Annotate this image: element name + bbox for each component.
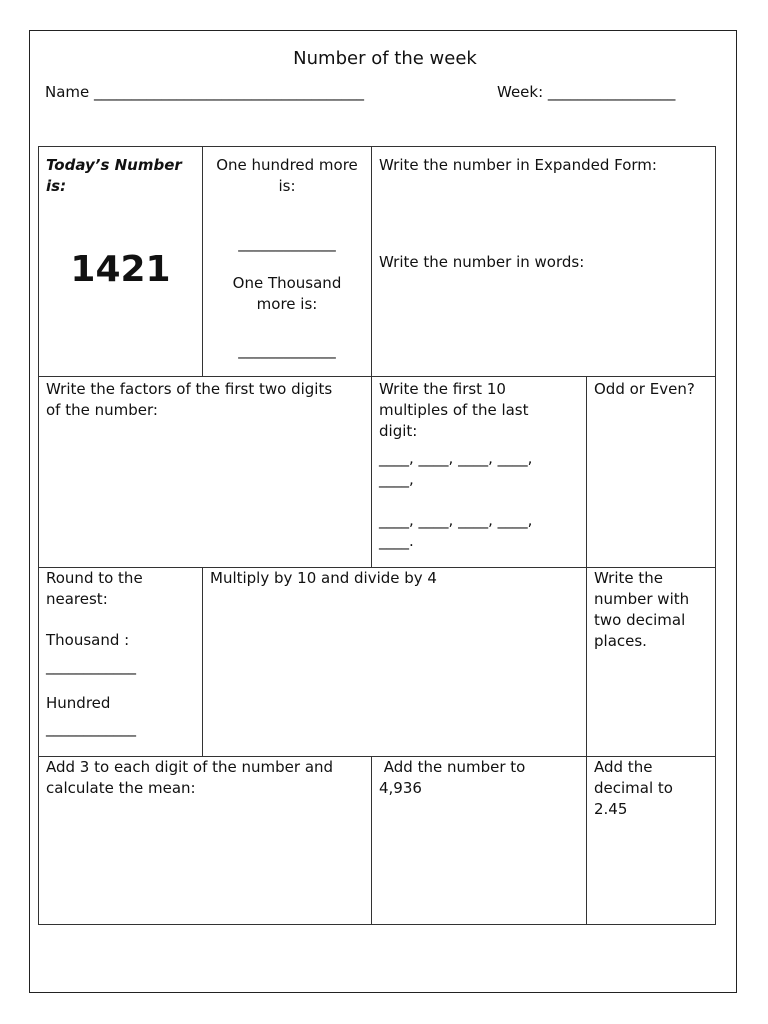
multiples-blank-2: ____, xyxy=(379,470,414,488)
thousand-more-label-2: more is: xyxy=(256,295,318,313)
multiply-cell xyxy=(202,567,587,757)
add-number-cell xyxy=(371,756,587,925)
name-field-line: Name ____________________________________ xyxy=(45,83,365,101)
add-three-label: Add 3 to each digit of the number and xyxy=(46,758,334,776)
multiples-label-2: multiples of the last xyxy=(379,401,529,419)
todays-number: 1421 xyxy=(70,249,171,290)
hundred-more-blank: _____________ xyxy=(238,234,336,252)
add-three-cell xyxy=(38,756,372,925)
multiples-label-3: digit: xyxy=(379,422,418,440)
add-decimal-cell xyxy=(586,756,716,925)
factors-label-2: of the number: xyxy=(46,401,158,419)
todays-number-cell xyxy=(38,146,203,377)
round-label-2: nearest: xyxy=(46,590,108,608)
multiples-label: Write the first 10 xyxy=(379,380,506,398)
round-thousand-label: Thousand : xyxy=(46,631,130,649)
round-hundred-label: Hundred xyxy=(46,694,111,712)
factors-cell xyxy=(38,376,372,568)
add-three-label-2: calculate the mean: xyxy=(46,779,196,797)
decimal-label-2: number with xyxy=(594,590,690,608)
odd-even-cell xyxy=(586,376,716,568)
thousand-more-blank: _____________ xyxy=(238,341,336,359)
round-thousand-blank: ____________ xyxy=(46,657,136,675)
more-is-cell xyxy=(202,146,372,377)
expanded-form-cell xyxy=(371,146,716,377)
todays-number-label-2: is: xyxy=(46,177,67,195)
round-cell xyxy=(38,567,203,757)
multiples-cell xyxy=(371,376,587,568)
multiples-blank-3: ____, ____, ____, ____, xyxy=(379,511,533,529)
multiples-blank-4: ____. xyxy=(379,532,414,550)
thousand-more-label: One Thousand xyxy=(232,274,342,292)
expanded-form-label: Write the number in Expanded Form: xyxy=(379,156,657,174)
multiples-blank-1: ____, ____, ____, ____, xyxy=(379,449,533,467)
in-words-label: Write the number in words: xyxy=(379,253,585,271)
hundred-more-label-2: is: xyxy=(278,177,296,195)
multiply-label: Multiply by 10 and divide by 4 xyxy=(210,569,437,587)
odd-even-label: Odd or Even? xyxy=(594,380,695,398)
round-label: Round to the xyxy=(46,569,143,587)
add-number-label: Add the number to xyxy=(379,758,526,776)
factors-label: Write the factors of the first two digits xyxy=(46,380,333,398)
decimal-places-cell xyxy=(586,567,716,757)
hundred-more-label: One hundred more xyxy=(216,156,358,174)
decimal-label: Write the xyxy=(594,569,663,587)
add-decimal-label: Add the xyxy=(594,758,653,776)
decimal-label-4: places. xyxy=(594,632,647,650)
todays-number-label: Today’s Number xyxy=(46,156,182,174)
week-field-line: Week: _________________ xyxy=(497,83,676,101)
add-decimal-label-2: decimal to xyxy=(594,779,673,797)
add-number-label-2: 4,936 xyxy=(379,779,422,797)
round-hundred-blank: ____________ xyxy=(46,719,136,737)
add-decimal-label-3: 2.45 xyxy=(594,800,628,818)
page-title: Number of the week xyxy=(293,48,477,69)
decimal-label-3: two decimal xyxy=(594,611,686,629)
